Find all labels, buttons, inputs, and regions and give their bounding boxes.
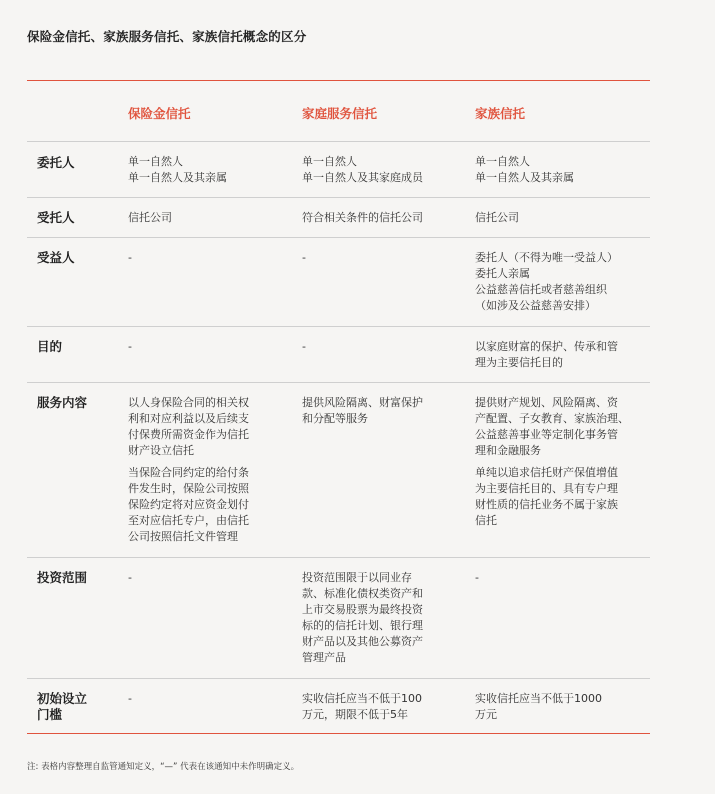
footnote: 注: 表格内容整理自监管通知定义，“—” 代表在该通知中未作明确定义。 bbox=[27, 762, 300, 772]
table-cell: 投资范围限于以同业存 款、标准化债权类资产和 上市交易股票为最终投资 标的的信托计划、银行理 财产品以及其他公募资产 管理产品 bbox=[302, 571, 423, 664]
table-cell: - bbox=[302, 340, 306, 353]
row-label: 服务内容 bbox=[37, 395, 88, 410]
row-label: 投资范围 bbox=[37, 570, 88, 585]
table-cell: 委托人（不得为唯一受益人） 委托人亲属 公益慈善信托或者慈善组织 （如涉及公益慈善安排） bbox=[475, 251, 618, 312]
table-cell: 单一自然人 单一自然人及其家庭成员 bbox=[302, 155, 423, 184]
table-cell: 实收信托应当不低于100 万元，期限不低于5年 bbox=[302, 692, 422, 721]
column-header-family-service-trust: 家庭服务信托 bbox=[302, 106, 378, 121]
table-cell: - bbox=[128, 692, 132, 705]
column-header-insurance-trust: 保险金信托 bbox=[128, 106, 191, 121]
table-row bbox=[27, 141, 650, 198]
table-row bbox=[27, 197, 650, 238]
table-row bbox=[27, 237, 650, 327]
table-cell: - bbox=[302, 251, 306, 264]
table-cell: 单一自然人 单一自然人及其亲属 bbox=[128, 155, 227, 184]
table-cell: - bbox=[475, 571, 479, 584]
table-cell: 符合相关条件的信托公司 bbox=[302, 211, 423, 224]
page-title: 保险金信托、家族服务信托、家族信托概念的区分 bbox=[27, 29, 307, 44]
table-cell: - bbox=[128, 251, 132, 264]
table-header bbox=[0, 104, 715, 124]
table-row bbox=[27, 557, 650, 679]
table-cell: 信托公司 bbox=[128, 211, 172, 224]
table-cell: 信托公司 bbox=[475, 211, 519, 224]
column-header-family-trust: 家族信托 bbox=[475, 106, 526, 121]
table-cell: 实收信托应当不低于1000 万元 bbox=[475, 692, 602, 721]
table-cell: - bbox=[128, 340, 132, 353]
table-row bbox=[27, 326, 650, 383]
table-cell: 单一自然人 单一自然人及其亲属 bbox=[475, 155, 574, 184]
table-cell: 以家庭财富的保护、传承和管 理为主要信托目的 bbox=[475, 340, 618, 369]
table-cell: 以人身保险合同的相关权 利和对应利益以及后续支 付保费所需资金作为信托 财产设立信托 当保险合同约定的给付条 件发生时，保险公司按照 保险约定将对应资金划付 至对应信托专户，由信托 公司按照信托文件管理 bbox=[128, 396, 249, 543]
table-row bbox=[27, 678, 650, 734]
table-cell: 提供财产规划、风险隔离、资 产配置、子女教育、家族治理、 公益慈善事业等定制化事务管 理和金融服务 单纯以追求信托财产保值增值 为主要信托目的、具有专户理 财性质的信托业务不属于家族 信托 bbox=[475, 396, 629, 527]
bottom-divider bbox=[27, 733, 650, 734]
top-divider bbox=[27, 80, 650, 81]
row-label: 目的 bbox=[37, 339, 63, 354]
row-label: 受托人 bbox=[37, 210, 75, 225]
row-label: 受益人 bbox=[37, 250, 75, 265]
table-cell: - bbox=[128, 571, 132, 584]
row-label: 初始设立 门槛 bbox=[37, 691, 88, 722]
table-row bbox=[27, 382, 650, 558]
row-label: 委托人 bbox=[37, 155, 75, 170]
table-cell: 提供风险隔离、财富保护 和分配等服务 bbox=[302, 396, 423, 425]
